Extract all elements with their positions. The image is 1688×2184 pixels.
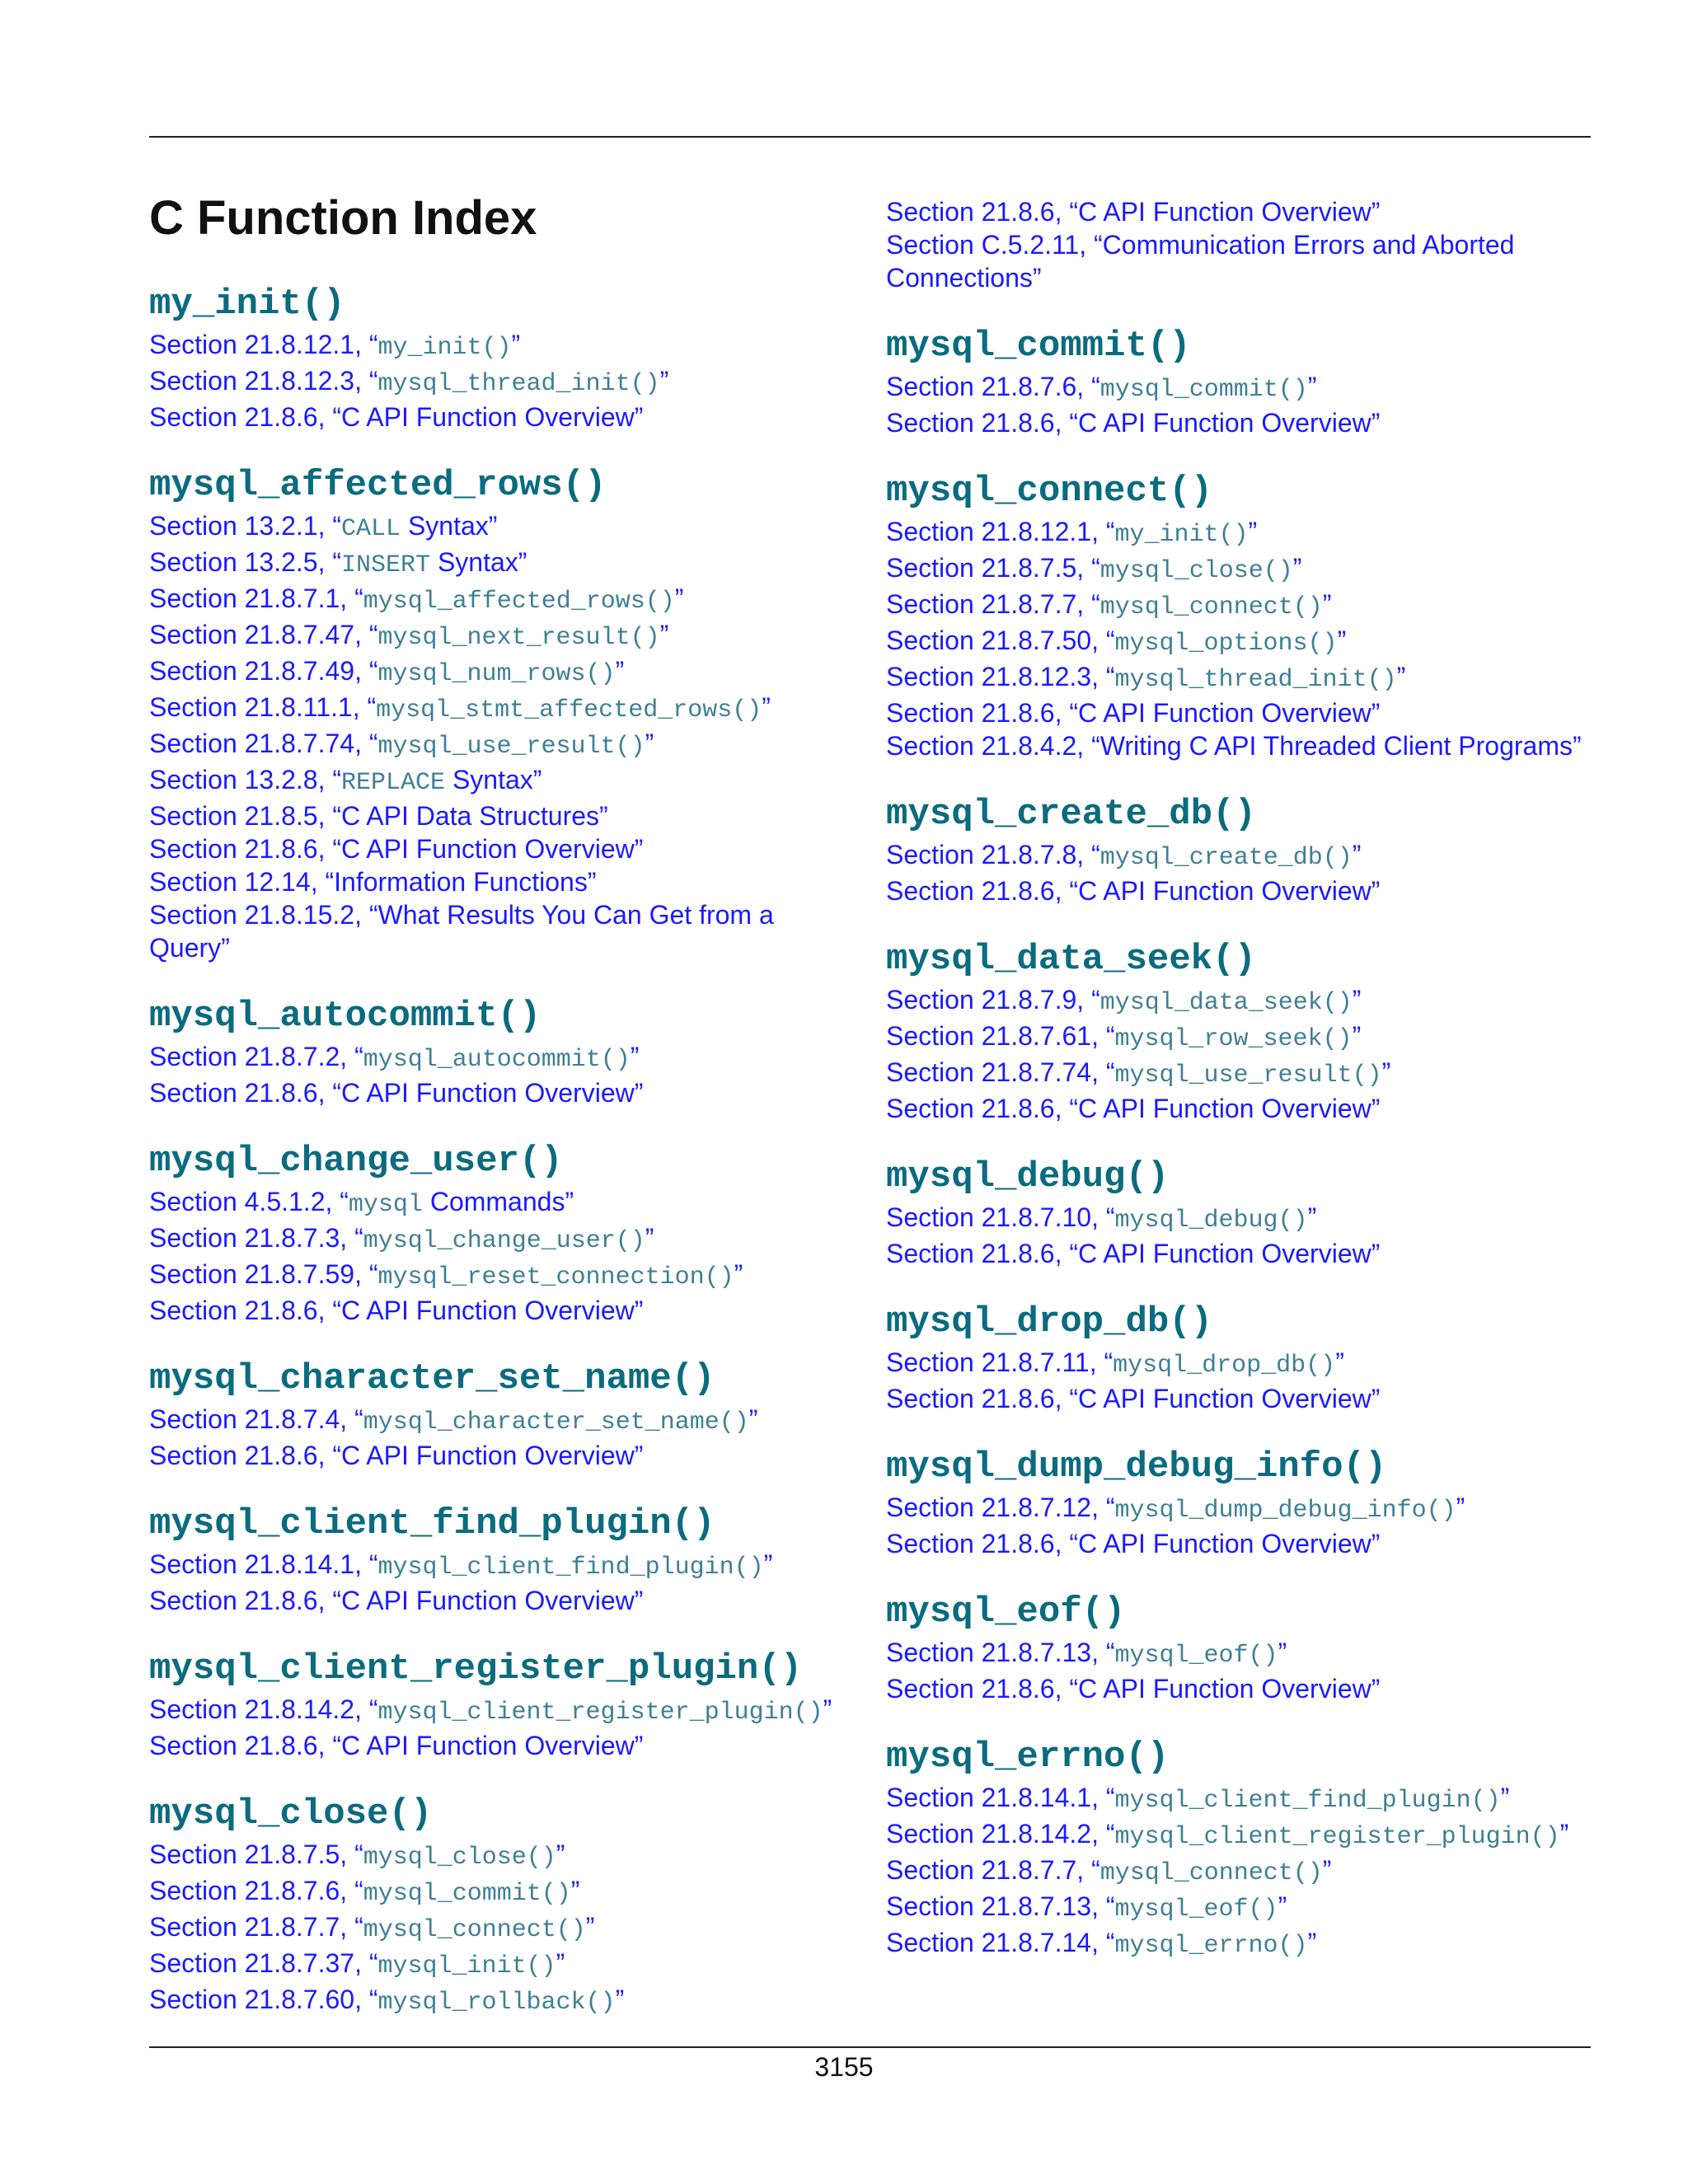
index-entry <box>886 1588 1595 1705</box>
index-entry <box>886 1733 1595 1962</box>
link-text: Syntax” <box>401 510 498 541</box>
code-text: mysql_options() <box>1114 630 1338 658</box>
section-link[interactable] <box>886 838 1595 874</box>
link-text: Section 21.8.6, “C API Function Overview” <box>886 1529 1381 1558</box>
function-name: mysql_errno() <box>886 1736 1170 1778</box>
code-text: mysql_drop_db() <box>1113 1352 1336 1380</box>
section-link[interactable] <box>149 1439 858 1472</box>
section-link[interactable] <box>149 654 858 691</box>
section-link[interactable] <box>149 509 858 546</box>
section-link[interactable] <box>886 1056 1595 1092</box>
link-text: ” <box>1248 517 1258 546</box>
section-link[interactable] <box>149 1874 858 1910</box>
section-link[interactable] <box>886 1019 1595 1056</box>
section-link[interactable] <box>886 660 1595 696</box>
code-text: mysql_client_register_plugin() <box>1114 1823 1560 1851</box>
code-text: mysql_debug() <box>1114 1207 1308 1235</box>
section-link[interactable] <box>886 729 1595 762</box>
link-text: ” <box>570 1875 580 1905</box>
right-entries <box>886 195 1595 1962</box>
index-entry <box>886 790 1595 907</box>
link-text: Section 21.8.7.4, “ <box>149 1404 363 1434</box>
code-text: mysql_dump_debug_info() <box>1114 1497 1456 1525</box>
section-link[interactable] <box>149 1838 858 1874</box>
link-text: Section 21.8.14.2, “ <box>886 1819 1115 1849</box>
link-text: ” <box>556 1947 565 1978</box>
link-text: Section 21.8.7.60, “ <box>149 1984 378 2014</box>
section-link[interactable] <box>149 727 858 763</box>
section-link[interactable] <box>886 1890 1595 1926</box>
link-text: ” <box>1322 1855 1332 1885</box>
page-number: 3155 <box>814 2052 874 2082</box>
function-name: my_init() <box>149 283 345 325</box>
link-text: ” <box>1500 1783 1510 1812</box>
section-link[interactable] <box>149 582 858 618</box>
function-name: mysql_debug() <box>886 1156 1170 1197</box>
link-text: Section 21.8.7.6, “ <box>886 372 1100 401</box>
section-link[interactable] <box>886 1636 1595 1672</box>
link-text: Section 21.8.7.8, “ <box>886 840 1100 869</box>
link-text: ” <box>1456 1493 1465 1522</box>
index-entry <box>149 1500 858 1617</box>
link-text: Section 21.8.7.13, “ <box>886 1638 1115 1667</box>
link-text: Section 21.8.7.7, “ <box>886 1855 1100 1885</box>
code-text: mysql_character_set_name() <box>363 1408 749 1436</box>
index-entry <box>149 1137 858 1327</box>
link-text: Section 21.8.7.2, “ <box>149 1041 363 1071</box>
link-text: Section 21.8.11.1, “ <box>149 691 377 722</box>
link-text: Section 21.8.7.7, “ <box>149 1911 363 1942</box>
section-link[interactable] <box>149 898 858 964</box>
section-link[interactable] <box>149 546 858 582</box>
code-text: my_init() <box>377 333 512 362</box>
function-name: mysql_data_seek() <box>886 939 1256 980</box>
section-link[interactable] <box>886 1854 1595 1890</box>
section-link[interactable] <box>886 1382 1595 1415</box>
code-text: mysql_close() <box>363 1843 556 1872</box>
link-text: Section 21.8.12.3, “ <box>149 365 378 396</box>
link-text: Section 21.8.14.1, “ <box>886 1783 1115 1812</box>
code-text: mysql_errno() <box>1114 1932 1308 1960</box>
index-entry <box>886 1443 1595 1560</box>
code-text: mysql_client_find_plugin() <box>377 1553 764 1582</box>
link-text: Section 21.8.7.5, “ <box>886 553 1100 583</box>
function-name: mysql_connect() <box>886 471 1213 512</box>
section-link[interactable] <box>886 1201 1595 1237</box>
code-text: mysql_use_result() <box>377 732 645 761</box>
section-link[interactable] <box>886 1527 1595 1560</box>
section-link[interactable] <box>886 551 1595 588</box>
section-link[interactable] <box>149 1693 858 1729</box>
link-text: Section 21.8.12.1, “ <box>886 517 1115 546</box>
left-entries <box>149 280 858 2019</box>
link-text: Section 21.8.14.1, “ <box>149 1549 378 1579</box>
link-text: ” <box>615 655 625 686</box>
index-entry <box>886 1153 1595 1270</box>
function-name: mysql_client_register_plugin() <box>149 1647 803 1690</box>
link-text: Section 21.8.6, “C API Function Overview” <box>886 1674 1381 1704</box>
section-link[interactable] <box>886 1237 1595 1270</box>
link-text: Syntax” <box>430 546 528 577</box>
function-name: mysql_commit() <box>886 326 1191 367</box>
code-text: mysql_client_register_plugin() <box>377 1698 823 1727</box>
link-text: ” <box>1352 985 1362 1015</box>
link-text: Section 21.8.7.50, “ <box>886 626 1115 655</box>
link-text: Section 21.8.6, “C API Function Overview” <box>886 698 1381 728</box>
code-text: mysql_thread_init() <box>1114 666 1397 694</box>
link-text: ” <box>1335 1347 1344 1377</box>
link-text: Section 12.14, “Information Functions” <box>149 866 597 897</box>
section-link[interactable] <box>149 1584 858 1617</box>
section-link[interactable] <box>886 515 1595 551</box>
section-link[interactable] <box>886 1672 1595 1705</box>
code-text: mysql_eof() <box>1114 1642 1278 1670</box>
index-entry <box>886 195 1595 294</box>
section-link[interactable] <box>149 1910 858 1947</box>
code-text: REPLACE <box>341 768 446 797</box>
link-text: ” <box>659 365 669 396</box>
link-text: ” <box>1381 1057 1391 1087</box>
section-link[interactable] <box>886 406 1595 439</box>
index-entry <box>149 1645 858 1762</box>
section-link[interactable] <box>149 1548 858 1584</box>
section-link[interactable] <box>149 618 858 654</box>
section-link[interactable] <box>886 588 1595 624</box>
code-text: CALL <box>341 514 401 543</box>
page-title: C Function Index <box>149 191 537 245</box>
link-text: Section 21.8.6, “C API Function Overview” <box>886 876 1381 906</box>
link-text: ” <box>1396 662 1406 691</box>
link-text: Section 21.8.7.59, “ <box>149 1258 378 1289</box>
section-link[interactable] <box>149 1185 858 1221</box>
link-text: Syntax” <box>445 764 542 794</box>
function-name: mysql_character_set_name() <box>149 1357 715 1399</box>
link-text: ” <box>1307 372 1317 401</box>
section-link[interactable] <box>149 1040 858 1076</box>
link-text: Section 21.8.7.5, “ <box>149 1839 363 1869</box>
link-text: Section 21.8.7.74, “ <box>149 728 378 758</box>
link-text: Section 21.8.6, “C API Function Overview” <box>149 1295 644 1325</box>
link-text: ” <box>645 1222 654 1253</box>
link-text: ” <box>763 1549 773 1579</box>
section-link[interactable] <box>886 1817 1595 1854</box>
index-entry <box>149 1790 858 2019</box>
link-text: Section 21.8.6, “C API Function Overview” <box>149 1077 644 1108</box>
link-text: ” <box>1292 553 1302 583</box>
link-text: Section 21.8.6, “C API Function Overview” <box>886 1094 1381 1123</box>
code-text: mysql_reset_connection() <box>377 1263 734 1291</box>
link-text: Section 21.8.7.13, “ <box>886 1891 1115 1921</box>
function-name: mysql_drop_db() <box>886 1301 1213 1343</box>
section-link[interactable] <box>149 1294 858 1327</box>
link-text: Section 21.8.7.61, “ <box>886 1021 1115 1051</box>
section-link[interactable] <box>886 1781 1595 1817</box>
code-text: mysql_thread_init() <box>377 369 660 398</box>
section-link[interactable] <box>149 1729 858 1762</box>
section-link[interactable] <box>886 1926 1595 1962</box>
code-text: mysql_commit() <box>363 1879 571 1908</box>
link-text: ” <box>1352 840 1362 869</box>
code-text: mysql <box>348 1190 423 1219</box>
link-text: Section 21.8.7.1, “ <box>149 583 363 613</box>
function-name: mysql_change_user() <box>149 1140 563 1182</box>
section-link[interactable] <box>886 228 1595 294</box>
section-link[interactable] <box>149 1221 858 1258</box>
section-link[interactable] <box>149 832 858 865</box>
code-text: mysql_next_result() <box>377 623 660 652</box>
link-text: Section 21.8.6, “C API Function Overview” <box>886 1384 1381 1413</box>
link-text: ” <box>823 1694 832 1724</box>
link-text: Section 4.5.1.2, “ <box>149 1186 349 1216</box>
header-rule <box>149 136 1591 138</box>
link-text: Commands” <box>422 1186 574 1216</box>
link-text: ” <box>630 1041 640 1071</box>
section-link[interactable] <box>149 1403 858 1439</box>
link-text: Section 21.8.14.2, “ <box>149 1694 378 1724</box>
link-text: Section 21.8.7.10, “ <box>886 1202 1115 1232</box>
link-text: ” <box>511 329 521 359</box>
code-text: mysql_num_rows() <box>377 659 616 688</box>
section-link[interactable] <box>886 983 1595 1019</box>
index-entry <box>886 935 1595 1125</box>
link-text: ” <box>748 1404 758 1434</box>
section-link[interactable] <box>149 401 858 434</box>
section-link[interactable] <box>886 696 1595 729</box>
section-link[interactable] <box>886 1092 1595 1125</box>
link-text: Section 21.8.7.37, “ <box>149 1947 378 1978</box>
section-link[interactable] <box>149 1983 858 2019</box>
code-text: INSERT <box>341 551 431 579</box>
link-text: Section 21.8.7.14, “ <box>886 1928 1115 1957</box>
code-text: mysql_eof() <box>1114 1896 1278 1924</box>
function-name: mysql_close() <box>149 1793 433 1835</box>
link-text: Section 21.8.7.7, “ <box>886 589 1100 619</box>
link-text: Section 21.8.7.74, “ <box>886 1057 1115 1087</box>
link-text: Section 21.8.4.2, “Writing C API Threaded Client Programs” <box>886 731 1582 761</box>
link-text: ” <box>1278 1891 1287 1921</box>
section-link[interactable] <box>886 1491 1595 1527</box>
link-text: ” <box>1352 1021 1362 1051</box>
link-text: Section 13.2.1, “ <box>149 510 342 541</box>
link-text: Section 21.8.6, “C API Function Overview” <box>149 1585 644 1615</box>
section-link[interactable] <box>149 691 858 727</box>
section-link[interactable] <box>886 1346 1595 1382</box>
link-text: Section 21.8.7.47, “ <box>149 619 378 649</box>
function-name: mysql_affected_rows() <box>149 464 607 506</box>
code-text: mysql_row_seek() <box>1114 1025 1353 1053</box>
link-text: Section 21.8.6, “C API Function Overview” <box>886 1239 1381 1268</box>
function-name: mysql_autocommit() <box>149 995 542 1037</box>
link-text: Section 21.8.12.3, “ <box>886 662 1115 691</box>
link-text: Section 21.8.7.11, “ <box>886 1347 1114 1377</box>
section-link[interactable] <box>149 364 858 401</box>
code-text: mysql_connect() <box>363 1915 586 1944</box>
link-text: Section 13.2.8, “ <box>149 764 342 794</box>
link-text: Section 21.8.6, “C API Function Overview” <box>149 1730 644 1760</box>
link-text: ” <box>645 728 654 758</box>
section-link[interactable] <box>149 1258 858 1294</box>
code-text: mysql_create_db() <box>1100 844 1353 872</box>
link-text: ” <box>1322 589 1332 619</box>
function-name: mysql_create_db() <box>886 794 1256 835</box>
code-text: mysql_data_seek() <box>1100 989 1353 1017</box>
code-text: my_init() <box>1114 521 1249 549</box>
link-text: ” <box>1559 1819 1569 1849</box>
function-name: mysql_client_find_plugin() <box>149 1502 715 1544</box>
index-entry <box>886 322 1595 439</box>
link-text: ” <box>1307 1202 1317 1232</box>
link-text: Section 21.8.6, “C API Function Overview” <box>149 833 644 864</box>
link-text: Section 21.8.15.2, “What Results You Can Get from a Query” <box>149 899 774 963</box>
link-text: Section 21.8.7.6, “ <box>149 1875 363 1905</box>
section-link[interactable] <box>886 624 1595 660</box>
function-name: mysql_eof() <box>886 1591 1126 1633</box>
index-entry <box>886 1298 1595 1415</box>
index-left-column <box>149 190 858 2047</box>
code-text: mysql_init() <box>377 1952 556 1980</box>
link-text: Section 21.8.6, “C API Function Overview” <box>149 1440 644 1470</box>
index-entry <box>149 462 858 964</box>
link-text: ” <box>674 583 684 613</box>
code-text: mysql_close() <box>1100 557 1293 585</box>
section-link[interactable] <box>149 1947 858 1983</box>
link-text: ” <box>734 1258 743 1289</box>
index-entry <box>149 280 858 434</box>
link-text: Section 21.8.5, “C API Data Structures” <box>149 800 608 831</box>
link-text: Section 21.8.7.3, “ <box>149 1222 363 1253</box>
section-link[interactable] <box>886 370 1595 406</box>
link-text: ” <box>585 1911 595 1942</box>
link-text: ” <box>762 691 771 722</box>
section-link[interactable] <box>149 763 858 799</box>
code-text: mysql_connect() <box>1100 593 1323 621</box>
section-link[interactable] <box>886 195 1595 228</box>
section-link[interactable] <box>149 865 858 898</box>
link-text: Section 21.8.7.49, “ <box>149 655 378 686</box>
link-text: Section 21.8.6, “C API Function Overview” <box>886 197 1381 227</box>
section-link[interactable] <box>149 328 858 364</box>
link-text: Section C.5.2.11, “Communication Errors and Aborted Connections” <box>886 230 1515 293</box>
index-right-column <box>886 195 1595 1990</box>
index-entry <box>149 1355 858 1472</box>
code-text: mysql_affected_rows() <box>363 587 675 616</box>
footer-rule <box>149 2046 1591 2048</box>
link-text: ” <box>556 1839 565 1869</box>
link-text: ” <box>1307 1928 1317 1957</box>
code-text: mysql_stmt_affected_rows() <box>376 696 762 724</box>
link-text: ” <box>615 1984 625 2014</box>
index-entry <box>149 992 858 1109</box>
code-text: mysql_use_result() <box>1114 1062 1382 1090</box>
code-text: mysql_connect() <box>1100 1859 1323 1887</box>
section-link[interactable] <box>149 1076 858 1109</box>
link-text: ” <box>1337 626 1347 655</box>
code-text: mysql_rollback() <box>377 1988 616 2017</box>
link-text: Section 21.8.6, “C API Function Overview” <box>149 401 644 432</box>
link-text: Section 21.8.6, “C API Function Overview” <box>886 408 1381 438</box>
link-text: Section 21.8.7.12, “ <box>886 1493 1115 1522</box>
code-text: mysql_autocommit() <box>363 1045 631 1074</box>
code-text: mysql_commit() <box>1100 376 1308 404</box>
section-link[interactable] <box>149 799 858 832</box>
link-text: Section 21.8.12.1, “ <box>149 329 378 359</box>
function-name: mysql_dump_debug_info() <box>886 1446 1387 1488</box>
section-link[interactable] <box>886 874 1595 907</box>
link-text: ” <box>1278 1638 1287 1667</box>
link-text: Section 21.8.7.9, “ <box>886 985 1100 1015</box>
code-text: mysql_change_user() <box>363 1226 645 1255</box>
index-entry <box>886 467 1595 762</box>
link-text: ” <box>659 619 669 649</box>
code-text: mysql_client_find_plugin() <box>1114 1787 1501 1815</box>
link-text: Section 13.2.5, “ <box>149 546 342 577</box>
